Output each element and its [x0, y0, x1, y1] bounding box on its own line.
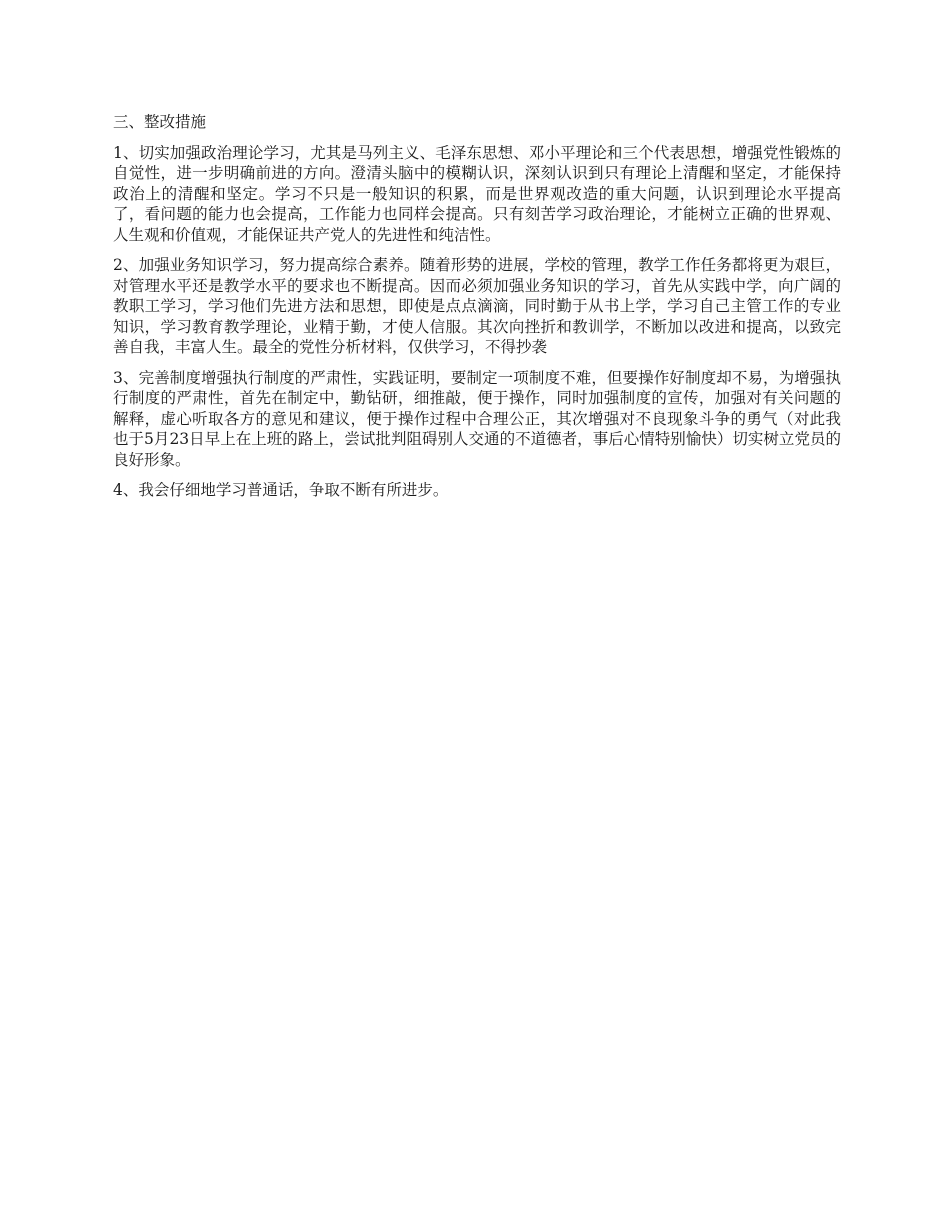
- paragraph-3: 3、完善制度增强执行制度的严肃性，实践证明，要制定一项制度不难，但要操作好制度却不易，为增强执行制度的严肃性，首先在制定中，勤钻研，细推敲，便于操作，同时加强制度的宣传，加强对有关问题的解释，虚心听取各方的意见和建议，便于操作过程中合理公正，其次增强对不良现象斗争的勇气（对此我也于5月23日早上在上班的路上，尝试批判阻碍别人交通的不道德者，事后心情特别愉快）切实树立党员的良好形象。: [113, 368, 841, 469]
- section-heading: 三、整改措施: [113, 113, 207, 131]
- paragraph-2: 2、加强业务知识学习，努力提高综合素养。随着形势的进展，学校的管理，教学工作任务都将更为艰巨，对管理水平还是教学水平的要求也不断提高。因而必须加强业务知识的学习，首先从实践中学，向广阔的教职工学习，学习他们先进方法和思想，即使是点点滴滴，同时勤于从书上学，学习自己主管工作的专业知识，学习教育教学理论，业精于勤，才使人信服。其次向挫折和教训学，不断加以改进和提高，以致完善自我，丰富人生。最全的党性分析材料，仅供学习，不得抄袭: [113, 256, 841, 356]
- document-body: [113, 112, 841, 511]
- paragraph-1: 1、切实加强政治理论学习，尤其是马列主义、毛泽东思想、邓小平理论和三个代表思想，增强党性锻炼的自觉性，进一步明确前进的方向。澄清头脑中的模糊认识，深刻认识到只有理论上清醒和坚定，才能保持政治上的清醒和坚定。学习不只是一般知识的积累，而是世界观改造的重大问题，认识到理论水平提高了，看问题的能力也会提高，工作能力也同样会提高。只有刻苦学习政治理论，才能树立正确的世界观、人生观和价值观，才能保证共产党人的先进性和纯洁性。: [113, 143, 841, 244]
- paragraph-4: 4、我会仔细地学习普通话，争取不断有所进步。: [113, 481, 449, 499]
